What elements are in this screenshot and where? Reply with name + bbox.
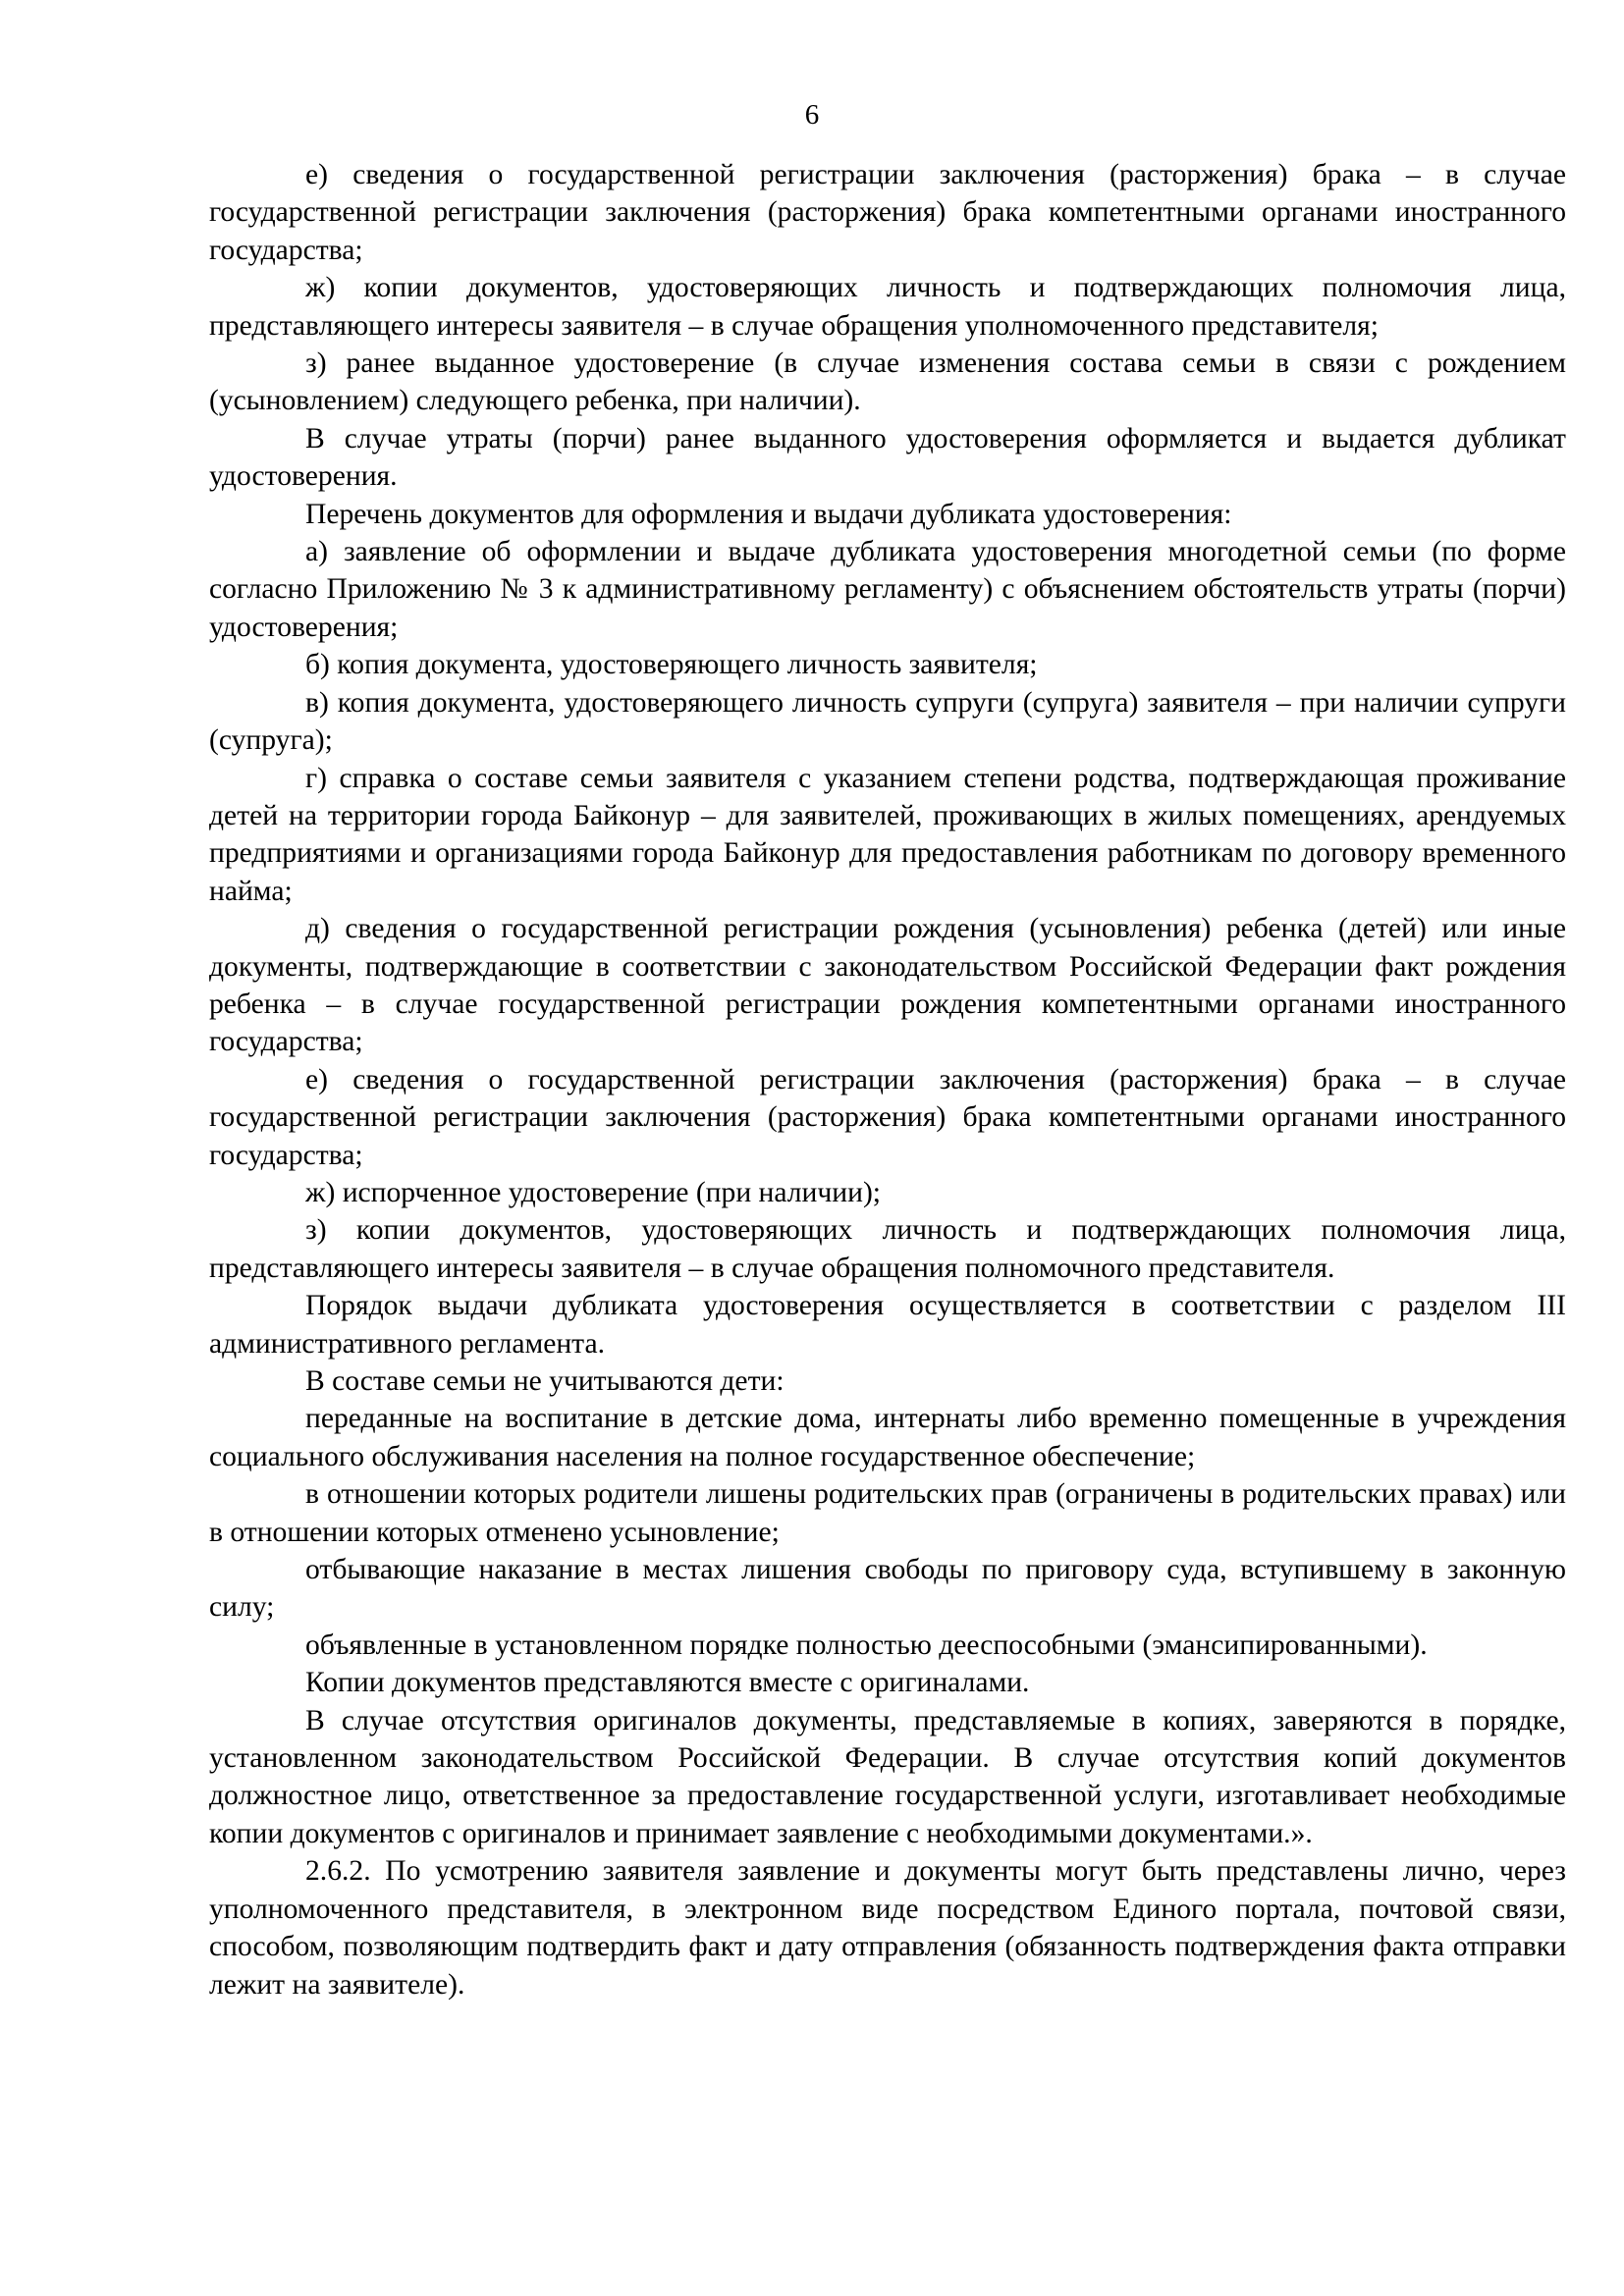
paragraph: з) копии документов, удостоверяющих личность и подтверждающих полномочия лица, представляющего интересы заявителя – в случае обращения полномочного представителя. (209, 1214, 1566, 1284)
paragraph: В случае утраты (порчи) ранее выданного удостоверения оформляется и выдается дубликат удостоверения. (209, 422, 1566, 493)
paragraph: е) сведения о государственной регистрации заключения (расторжения) брака – в случае государственной регистрации заключения (расторжения) брака компетентными органами иностранного государства; (209, 1063, 1566, 1171)
paragraph: д) сведения о государственной регистрации рождения (усыновления) ребенка (детей) или иные документы, подтверждающие в соответствии с законодательством Российской Федерации факт рождения ребенка – в случае государственной регистрации рождения компетентными органами иностранного государства; (209, 913, 1566, 1058)
paragraph: Перечень документов для оформления и выдачи дубликата удостоверения: (305, 498, 1232, 530)
paragraph: ж) копии документов, удостоверяющих личность и подтверждающих полномочия лица, представляющего интересы заявителя – в случае обращения уполномоченного представителя; (209, 272, 1566, 342)
paragraph: г) справка о составе семьи заявителя с указанием степени родства, подтверждающая проживание детей на территории города Байконур – для заявителей, проживающих в жилых помещениях, арендуемых предприятиями и организациями города Байконур для предоставления работникам по договору временного найма; (209, 762, 1566, 907)
document-body (209, 156, 1566, 2003)
paragraph: 2.6.2. По усмотрению заявителя заявление и документы могут быть представлены лично, через уполномоченного представителя, в электронном виде посредством Единого портала, почтовой связи, способом, позволяющим подтвердить факт и дату отправления (обязанность подтверждения факта отправки лежит на заявителе). (209, 1855, 1566, 2001)
paragraph: в отношении которых родители лишены родительских прав (ограничены в родительских правах) или в отношении которых отменено усыновление; (209, 1478, 1566, 1548)
paragraph: В случае отсутствия оригиналов документы, представляемые в копиях, заверяются в порядке, установленном законодательством Российской Федерации. В случае отсутствия копий документов должностное лицо, ответственное за предоставление государственной услуги, изготавливает необходимые копии документов с оригиналов и принимает заявление с необходимыми документами.». (209, 1704, 1566, 1849)
paragraph: ж) испорченное удостоверение (при наличии); (305, 1176, 882, 1208)
paragraph: з) ранее выданное удостоверение (в случае изменения состава семьи в связи с рождением (усыновлением) следующего ребенка, при наличии). (209, 347, 1566, 417)
paragraph: отбывающие наказание в местах лишения свободы по приговору суда, вступившему в законную силу; (209, 1554, 1566, 1624)
paragraph: Порядок выдачи дубликата удостоверения осуществляется в соответствии с разделом III административного регламента. (209, 1290, 1566, 1360)
paragraph: б) копия документа, удостоверяющего личность заявителя; (305, 649, 1038, 681)
paragraph: В составе семьи не учитываются дети: (305, 1365, 785, 1397)
paragraph: а) заявление об оформлении и выдаче дубликата удостоверения многодетной семьи (по форме согласно Приложению № 3 к административному регламенту) с объяснением обстоятельств утраты (порчи) удостоверения; (209, 536, 1566, 643)
paragraph: Копии документов представляются вместе с оригиналами. (305, 1667, 1030, 1699)
paragraph: в) копия документа, удостоверяющего личность супруги (супруга) заявителя – при наличии супруги (супруга); (209, 686, 1566, 757)
paragraph: объявленные в установленном порядке полностью дееспособными (эмансипированными). (305, 1629, 1428, 1661)
paragraph: е) сведения о государственной регистрации заключения (расторжения) брака – в случае государственной регистрации заключения (расторжения) брака компетентными органами иностранного государства; (209, 159, 1566, 266)
paragraph: переданные на воспитание в детские дома, интернаты либо временно помещенные в учреждения социального обслуживания населения на полное государственное обеспечение; (209, 1403, 1566, 1472)
page-number: 6 (804, 99, 820, 131)
